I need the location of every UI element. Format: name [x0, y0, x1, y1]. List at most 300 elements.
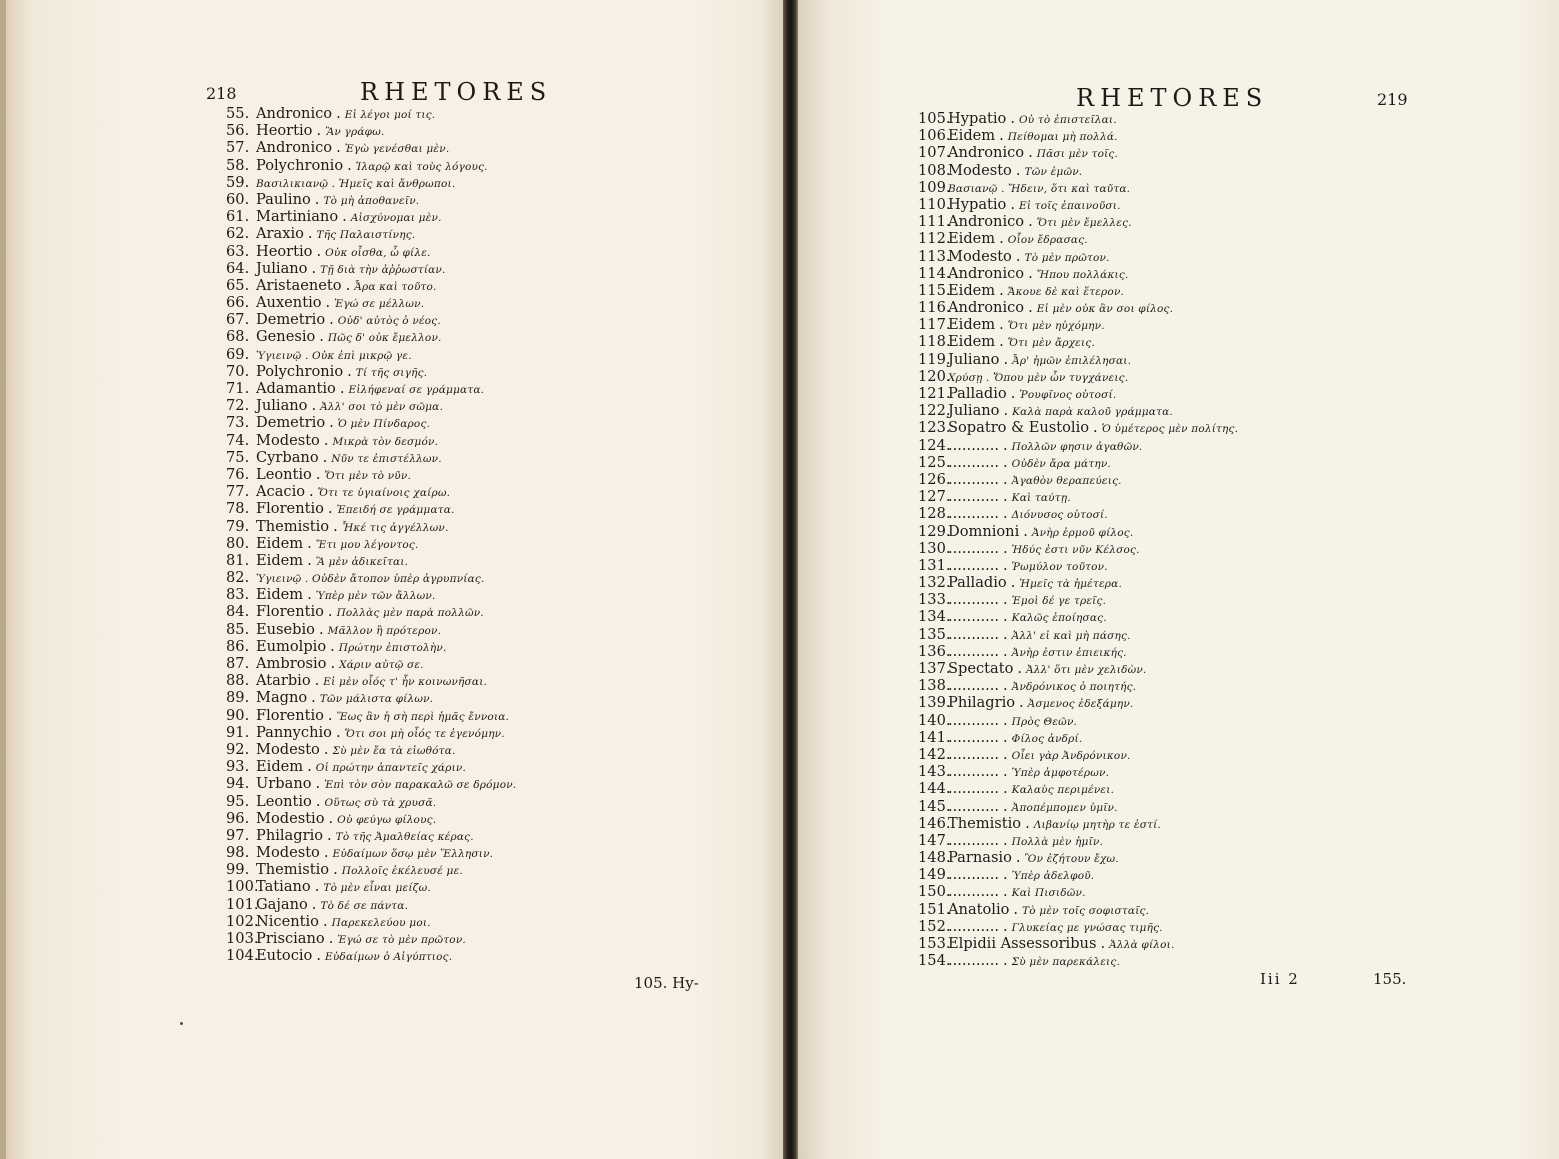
- separator: .: [323, 844, 329, 862]
- greek-incipit: Ἧκέ τις ἀγγέλλων.: [341, 521, 449, 534]
- entry-row: [226, 243, 516, 260]
- entry-number: 119.: [918, 350, 951, 368]
- separator: .: [316, 122, 322, 140]
- greek-incipit: Ὑπὲρ ἀμφοτέρων.: [1011, 767, 1110, 780]
- entry-number: 61.: [226, 208, 250, 226]
- entry-number: 63.: [226, 242, 250, 260]
- greek-incipit: Τῶν μάλιστα φίλων.: [319, 693, 434, 706]
- separator: .: [329, 311, 334, 329]
- recipient-name: Themistio: [948, 814, 1022, 832]
- recipient-name: Gajano: [256, 895, 308, 913]
- entry-number: 110.: [918, 195, 951, 213]
- entry-number: 103.: [226, 930, 259, 947]
- greek-incipit: Πῶς δ' οὐκ ἔμελλον.: [327, 332, 442, 345]
- entry-number: 114.: [918, 264, 951, 282]
- recipient-name: ...........: [948, 780, 1000, 798]
- separator: .: [318, 620, 324, 638]
- greek-incipit: Μᾶλλον ἢ πρότερον.: [327, 624, 442, 637]
- entry-number: 104.: [226, 947, 259, 965]
- catchword-right: 155.: [1373, 970, 1407, 988]
- entry-row: [918, 437, 1238, 454]
- entry-row: [226, 569, 516, 586]
- recipient-name: Modestio: [256, 809, 325, 827]
- recipient-name: Heortio: [256, 242, 313, 260]
- separator: .: [1028, 144, 1033, 162]
- entry-number: 113.: [918, 247, 951, 265]
- greek-incipit: Ἆρα καὶ τοῦτο.: [354, 280, 437, 293]
- greek-incipit: Ἀσμενος ἐδεξάμην.: [1027, 698, 1134, 711]
- recipient-name: ...........: [948, 711, 1000, 729]
- recipient-name: ...........: [948, 883, 1000, 901]
- entry-number: 71.: [226, 380, 250, 397]
- recipient-name: ...........: [948, 625, 1000, 643]
- entry-row: [226, 363, 516, 380]
- separator: .: [316, 947, 321, 965]
- greek-incipit: Ὑγιεινῷ . Οὐκ ἐπὶ μικρῷ γε.: [256, 349, 412, 362]
- entry-number: 149.: [918, 866, 951, 884]
- separator: .: [1003, 763, 1008, 781]
- page-number-left: 218: [206, 84, 237, 103]
- greek-incipit: Ὁ ὑμέτερος μὲν πολίτης.: [1101, 423, 1239, 436]
- entry-number: 79.: [226, 517, 250, 535]
- recipient-name: Themistio: [256, 517, 330, 535]
- entry-row: [918, 402, 1238, 419]
- entry-row: [226, 621, 516, 638]
- greek-incipit: Ἄκουε δὲ καὶ ἕτερον.: [1007, 285, 1125, 298]
- entry-number: 150.: [918, 883, 951, 901]
- recipient-name: Eidem: [948, 281, 996, 299]
- recipient-name: ...........: [948, 917, 1000, 935]
- entry-number: 99.: [226, 861, 250, 879]
- entry-number: 122.: [918, 402, 951, 420]
- entry-row: [226, 689, 516, 706]
- separator: .: [1003, 505, 1008, 523]
- separator: .: [1003, 745, 1008, 763]
- greek-incipit: Οὐδὲν ἄρα μάτην.: [1011, 457, 1111, 470]
- entry-row: [226, 638, 516, 655]
- recipient-name: Hypatio: [948, 110, 1007, 127]
- entry-row: [918, 127, 1238, 144]
- greek-incipit: Βασιλικιανῷ . Ἡμεῖς καὶ ἄνθρωποι.: [256, 177, 456, 190]
- separator: .: [311, 259, 317, 277]
- entry-row: [226, 466, 516, 483]
- separator: .: [1003, 866, 1008, 884]
- greek-incipit: Πρὸς Θεῶν.: [1011, 715, 1078, 728]
- separator: .: [322, 448, 328, 466]
- greek-incipit: Οἶει γὰρ Ἀνδρόνικον.: [1011, 749, 1131, 762]
- greek-incipit: Ἀλλὰ φίλοι.: [1109, 939, 1175, 951]
- recipient-name: ...........: [948, 952, 1000, 970]
- greek-incipit: Καὶ Πισιδῶν.: [1011, 887, 1086, 900]
- separator: .: [311, 895, 317, 913]
- greek-incipit: Τὸ μὲν πρῶτον.: [1024, 251, 1110, 264]
- recipient-name: Tatiano: [256, 878, 311, 896]
- greek-incipit: Ἐγὼ γενέσθαι μὲν.: [344, 143, 450, 156]
- entry-row: [226, 518, 516, 535]
- entry-row: [226, 603, 516, 620]
- entry-row: [226, 139, 516, 156]
- separator: .: [345, 276, 351, 294]
- entry-row: [918, 419, 1238, 436]
- recipient-name: Andronico: [948, 299, 1025, 317]
- entry-number: 134.: [918, 608, 951, 626]
- entry-number: 90.: [226, 706, 250, 724]
- entry-row: [918, 488, 1238, 505]
- greek-incipit: Ἐγώ σε τὸ μὲν πρῶτον.: [337, 934, 466, 946]
- recipient-name: ...........: [948, 866, 1000, 884]
- entry-number: 98.: [226, 844, 250, 862]
- entry-row: [226, 810, 516, 827]
- entry-number: 145.: [918, 797, 951, 815]
- entry-number: 129.: [918, 522, 951, 540]
- greek-incipit: Ἀποπέμπομεν ὑμῖν.: [1011, 801, 1118, 814]
- recipient-name: ...........: [948, 556, 1000, 574]
- entry-row: [918, 557, 1238, 574]
- greek-incipit: Πολλὰς μὲν παρὰ πολλῶν.: [336, 607, 484, 620]
- separator: .: [1015, 247, 1021, 265]
- recipient-name: Araxio: [256, 225, 304, 243]
- greek-incipit: Ἀλλ' εἰ καὶ μὴ πάσης.: [1011, 629, 1131, 642]
- recipient-name: ...........: [948, 797, 1000, 815]
- greek-incipit: Τὸ δέ σε πάντα.: [320, 899, 409, 912]
- greek-incipit: Χάριν αὐτῷ σε.: [339, 659, 424, 671]
- recipient-name: Andronico: [948, 213, 1025, 231]
- recipient-name: Atarbio: [256, 672, 311, 690]
- entry-number: 133.: [918, 591, 951, 609]
- entry-number: 117.: [918, 316, 951, 334]
- entry-row: [226, 741, 516, 758]
- recipient-name: Magno: [256, 689, 308, 707]
- entry-number: 147.: [918, 831, 951, 849]
- entry-row: [226, 758, 516, 775]
- entry-row: [918, 540, 1238, 557]
- separator: .: [335, 723, 341, 741]
- recipient-name: Elpidii Assessoribus: [948, 935, 1097, 952]
- greek-incipit: Ῥουφῖνος οὑτοσί.: [1019, 389, 1117, 401]
- entry-row: [918, 660, 1238, 677]
- separator: .: [1100, 935, 1106, 952]
- recipient-name: Urbano: [256, 775, 312, 793]
- entry-row: [918, 316, 1238, 333]
- entry-number: 127.: [918, 488, 951, 506]
- separator: .: [333, 517, 338, 535]
- entry-row: [226, 896, 516, 913]
- separator: .: [309, 483, 314, 501]
- entry-number: 154.: [918, 952, 951, 970]
- separator: .: [307, 586, 312, 604]
- entry-row: [918, 849, 1238, 866]
- recipient-name: Eidem: [256, 534, 304, 552]
- entry-row: [918, 505, 1238, 522]
- separator: .: [327, 500, 333, 518]
- separator: .: [327, 603, 333, 621]
- separator: .: [1015, 849, 1021, 867]
- entry-row: [226, 277, 516, 294]
- entry-number: 81.: [226, 551, 250, 569]
- entry-row: [226, 397, 516, 414]
- separator: .: [1003, 728, 1008, 746]
- greek-incipit: Ὅτι μὲν ἄρχεις.: [1007, 337, 1095, 350]
- greek-incipit: Ἀνδρόνικος ὁ ποιητής.: [1011, 681, 1137, 694]
- recipient-name: Parnasio: [948, 849, 1012, 867]
- separator: .: [1003, 642, 1008, 660]
- entry-row: [226, 157, 516, 174]
- separator: .: [330, 655, 336, 672]
- entry-row: [918, 952, 1238, 969]
- entry-row: [918, 815, 1238, 832]
- recipient-name: Anatolio: [948, 900, 1010, 918]
- greek-incipit: Τῇ διὰ τὴν ἀῤῥωστίαν.: [320, 263, 446, 276]
- entry-row: [918, 866, 1238, 883]
- entry-row: [226, 380, 516, 397]
- entry-number: 144.: [918, 780, 951, 798]
- recipient-name: Martiniano: [256, 208, 339, 226]
- recipient-name: Eidem: [948, 230, 996, 248]
- separator: .: [1003, 608, 1008, 626]
- separator: .: [1023, 522, 1028, 540]
- separator: .: [1017, 660, 1023, 677]
- greek-incipit: Ἐπειδή σε γράμματα.: [336, 504, 455, 517]
- greek-incipit: Ἀγαθὸν θεραπεύεις.: [1011, 474, 1122, 487]
- separator: .: [999, 316, 1004, 334]
- entry-row: [918, 351, 1238, 368]
- entry-row: [918, 918, 1238, 935]
- entry-number: 111.: [918, 213, 951, 231]
- greek-incipit: Τῆς Παλαιστίνης.: [316, 229, 416, 242]
- greek-incipit: Τὸ μὲν τοῖς σοφισταῖς.: [1022, 904, 1150, 917]
- greek-incipit: Οἷον ἔδρασας.: [1007, 234, 1088, 247]
- entry-number: 106.: [918, 127, 951, 145]
- entry-row: [918, 282, 1238, 299]
- recipient-name: Juliano: [256, 259, 308, 277]
- recipient-name: ...........: [948, 642, 1000, 660]
- separator: .: [307, 534, 312, 552]
- separator: .: [325, 294, 331, 312]
- recipient-name: Andronico: [948, 264, 1025, 282]
- greek-incipit: Σὺ μὲν παρεκάλεις.: [1011, 956, 1120, 969]
- entry-row: [918, 454, 1238, 471]
- entry-row: [226, 535, 516, 552]
- entry-number: 137.: [918, 660, 951, 677]
- separator: .: [1003, 711, 1008, 729]
- entry-number: 146.: [918, 814, 951, 832]
- greek-incipit: Φίλος ἀνδρί.: [1011, 732, 1083, 745]
- recipient-name: Modesto: [948, 161, 1012, 179]
- entry-row: [226, 793, 516, 810]
- greek-incipit: Ἐγώ σε μέλλων.: [334, 298, 425, 311]
- entry-number: 143.: [918, 763, 951, 781]
- entry-row: [226, 208, 516, 225]
- entry-row: [226, 861, 516, 878]
- recipient-name: Modesto: [256, 431, 320, 449]
- entry-number: 94.: [226, 775, 250, 793]
- entry-number: 88.: [226, 672, 250, 690]
- running-head-left: RHETORES: [360, 78, 553, 106]
- greek-incipit: Πολλὰ μὲν ἡμῖν.: [1011, 835, 1104, 848]
- entry-row: [918, 643, 1238, 660]
- binding-gutter: [783, 0, 798, 1159]
- entry-number: 59.: [226, 173, 250, 191]
- entry-number: 60.: [226, 190, 250, 208]
- separator: .: [1019, 694, 1024, 712]
- separator: .: [1003, 402, 1009, 420]
- entry-row: [226, 346, 516, 363]
- entry-number: 85.: [226, 620, 250, 638]
- recipient-name: ...........: [948, 488, 1000, 506]
- entry-row: [226, 500, 516, 517]
- recipient-name: Florentio: [256, 500, 324, 518]
- greek-incipit: Ὅτι μὲν ηὐχόμην.: [1007, 320, 1105, 333]
- separator: .: [316, 242, 322, 260]
- entry-row: [226, 260, 516, 277]
- page-number-right: 219: [1377, 90, 1408, 109]
- entry-number: 78.: [226, 500, 250, 518]
- page-edge: [0, 0, 6, 1159]
- greek-incipit: Ὁ μὲν Πίνδαρος.: [337, 418, 431, 431]
- signature-mark: Iii 2: [1260, 970, 1300, 988]
- entry-number: 68.: [226, 328, 250, 346]
- recipient-name: Florentio: [256, 603, 324, 621]
- recipient-name: ...........: [948, 453, 1000, 471]
- entry-row: [226, 449, 516, 466]
- separator: .: [1003, 470, 1008, 488]
- greek-incipit: Βασιανῷ . Ἤδειν, ὅτι καὶ ταῦτα.: [948, 182, 1131, 195]
- entry-number: 130.: [918, 539, 951, 557]
- entry-row: [226, 122, 516, 139]
- separator: .: [311, 689, 316, 707]
- separator: .: [1003, 539, 1008, 557]
- greek-incipit: Μικρὰ τὸν δεσμόν.: [332, 435, 439, 448]
- separator: .: [327, 826, 332, 844]
- separator: .: [315, 775, 321, 793]
- separator: .: [314, 190, 320, 208]
- recipient-name: Philagrio: [948, 694, 1016, 712]
- separator: .: [999, 230, 1004, 248]
- separator: .: [1015, 161, 1021, 179]
- recipient-name: Palladio: [948, 385, 1007, 402]
- separator: .: [1003, 831, 1008, 849]
- entry-number: 123.: [918, 419, 951, 437]
- recipient-name: Ambrosio: [256, 655, 327, 672]
- recipient-name: Andronico: [256, 139, 333, 157]
- separator: .: [1003, 780, 1008, 798]
- greek-incipit: Εἰ μὲν οἷός τ' ἦν κοινωνῆσαι.: [323, 676, 488, 689]
- separator: .: [1003, 952, 1008, 970]
- greek-incipit: Πρώτην ἐπιστολὴν.: [338, 641, 447, 654]
- separator: .: [314, 878, 320, 896]
- separator: .: [327, 706, 333, 724]
- entry-number: 109.: [918, 178, 951, 196]
- separator: .: [307, 758, 312, 776]
- entry-row: [918, 626, 1238, 643]
- recipient-name: Modesto: [256, 740, 320, 758]
- entry-number: 120.: [918, 367, 951, 385]
- recipient-name: Eidem: [256, 758, 304, 776]
- recipient-name: Spectato: [948, 660, 1014, 677]
- entry-row: [226, 483, 516, 500]
- entry-row: [918, 746, 1238, 763]
- separator: .: [319, 328, 324, 346]
- entry-number: 65.: [226, 276, 250, 294]
- recipient-name: ...........: [948, 728, 1000, 746]
- recipient-name: Demetrio: [256, 414, 326, 432]
- entry-row: [226, 414, 516, 431]
- entry-row: [918, 333, 1238, 350]
- entry-number: 93.: [226, 758, 250, 776]
- entry-number: 64.: [226, 259, 250, 277]
- separator: .: [1003, 488, 1008, 506]
- entry-number: 101.: [226, 895, 259, 913]
- entry-row: [918, 110, 1238, 127]
- entry-row: [918, 196, 1238, 213]
- letter-list-left: [226, 105, 516, 964]
- entry-row: [918, 694, 1238, 711]
- greek-incipit: Τί τῆς σιγῆς.: [355, 366, 428, 379]
- recipient-name: Hypatio: [948, 195, 1007, 213]
- greek-incipit: Λιβανίῳ μητὴρ τε ἐστί.: [1033, 818, 1161, 831]
- recipient-name: Pannychio: [256, 723, 332, 741]
- recipient-name: Auxentio: [256, 294, 322, 312]
- greek-incipit: Ὅτι σοι μὴ οἷός τε ἐγενόμην.: [344, 727, 505, 740]
- greek-incipit: Ἤπου πολλάκις.: [1036, 268, 1129, 281]
- entry-number: 86.: [226, 637, 250, 655]
- entry-number: 136.: [918, 642, 951, 660]
- entry-number: 62.: [226, 225, 250, 243]
- entry-row: [918, 144, 1238, 161]
- entry-number: 55.: [226, 105, 250, 122]
- greek-incipit: Τὸ μὲν εἶναι μείζω.: [323, 882, 431, 895]
- entry-number: 124.: [918, 436, 951, 454]
- entry-row: [918, 368, 1238, 385]
- entry-row: [918, 574, 1238, 591]
- entry-number: 77.: [226, 483, 250, 501]
- recipient-name: ...........: [948, 677, 1000, 695]
- entry-number: 95.: [226, 792, 250, 810]
- entry-row: [918, 162, 1238, 179]
- recipient-name: ...........: [948, 436, 1000, 454]
- greek-incipit: Καὶ ταύτῃ.: [1011, 492, 1071, 505]
- recipient-name: Modesto: [256, 844, 320, 862]
- separator: .: [1003, 883, 1008, 901]
- letter-list-right: [918, 110, 1238, 969]
- running-head-right: RHETORES: [1076, 84, 1269, 112]
- greek-incipit: Ἃ μὲν ἀδικεῖται.: [315, 555, 409, 568]
- entry-number: 139.: [918, 694, 951, 712]
- greek-incipit: Ἀνὴρ ἐρμοῦ φίλος.: [1031, 526, 1134, 539]
- entry-number: 83.: [226, 586, 250, 604]
- entry-row: [918, 883, 1238, 900]
- entry-row: [918, 935, 1238, 952]
- greek-incipit: Ἔτι μου λέγοντος.: [315, 538, 419, 551]
- greek-incipit: Πολλοῖς ἐκέλευσέ με.: [341, 865, 463, 878]
- recipient-name: ...........: [948, 831, 1000, 849]
- recipient-name: Themistio: [256, 861, 330, 879]
- entry-number: 148.: [918, 849, 951, 867]
- greek-incipit: Ἂν γράφω.: [325, 126, 385, 139]
- greek-incipit: Τῶν ἐμῶν.: [1024, 165, 1083, 178]
- entry-row: [226, 655, 516, 672]
- entry-number: 66.: [226, 294, 250, 312]
- greek-incipit: Τὸ μὴ ἀποθανεῖν.: [323, 194, 420, 207]
- separator: .: [315, 792, 321, 810]
- entry-row: [226, 105, 516, 122]
- recipient-name: Eidem: [948, 316, 996, 334]
- recipient-name: ...........: [948, 745, 1000, 763]
- entry-row: [918, 213, 1238, 230]
- entry-number: 142.: [918, 745, 951, 763]
- greek-incipit: Γλυκείας με γνώσας τιμῆς.: [1011, 921, 1163, 934]
- entry-row: [918, 677, 1238, 694]
